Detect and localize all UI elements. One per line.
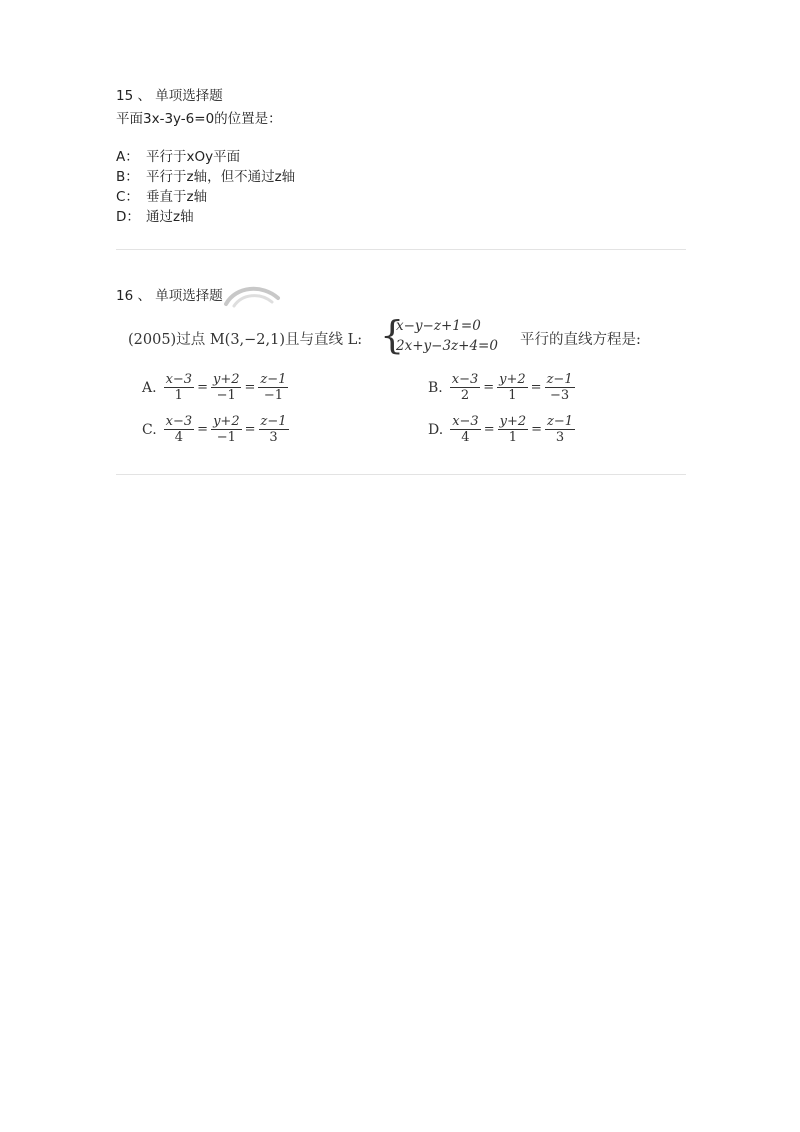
divider: [116, 249, 686, 250]
fraction: $\frac{z-1}{3}$: [547, 414, 574, 445]
fraction: $\frac{z-1}{-3}$: [546, 372, 573, 403]
fraction: $\frac{z-1}{-1}$: [260, 372, 287, 403]
question-16-header: 16 、 单项选择题: [116, 288, 223, 304]
divider: [116, 474, 686, 475]
question-16-formula-image: [128, 313, 668, 456]
swirl-decoration-icon: [222, 284, 282, 310]
option-letter: D：: [116, 209, 140, 225]
option-label: B.: [428, 379, 443, 396]
system-equation-2: 2x+y−3z+4=0: [396, 338, 498, 354]
option-letter: C：: [116, 189, 139, 205]
question-16: [116, 286, 686, 306]
fraction: $\frac{x-3}{4}$: [165, 414, 193, 445]
question-16-stem-prefix: (2005)过点 M(3,−2,1)且与直线 L:: [128, 332, 363, 348]
question-16-stem-suffix: 平行的直线方程是:: [520, 332, 641, 348]
option-a[interactable]: [116, 147, 686, 167]
question-15-options: [116, 147, 686, 227]
brace-symbol: {: [380, 313, 405, 357]
option-text: 通过z轴: [146, 209, 194, 225]
fraction: $\frac{y+2}{1}$: [499, 414, 527, 445]
fraction: $\frac{y+2}{-1}$: [212, 372, 240, 403]
option-label: D.: [428, 421, 444, 438]
formula-option-a[interactable]: A. $\frac{x-3}{1}$ = $\frac{y+2}{-1}$ = $\frac{z-1}{-1}$: [142, 372, 287, 403]
option-text: 平行于xOy平面: [146, 149, 241, 165]
option-letter: B：: [116, 169, 139, 185]
fraction: $\frac{x-3}{4}$: [452, 414, 479, 445]
fraction: $\frac{y+2}{1}$: [499, 372, 526, 403]
question-15-stem: 平面3x-3y-6=0的位置是：: [116, 111, 282, 127]
option-c[interactable]: [116, 187, 686, 207]
option-label: C.: [142, 421, 157, 438]
formula-option-b[interactable]: B. $\frac{x-3}{2}$ = $\frac{y+2}{1}$ = $\frac{z-1}{-3}$: [428, 372, 573, 403]
option-text: 平行于z轴，但不通过z轴: [146, 169, 296, 185]
fraction: $\frac{x-3}{2}$: [451, 372, 479, 403]
system-equation-1: x−y−z+1=0: [396, 318, 481, 334]
formula-option-c[interactable]: C. $\frac{x-3}{4}$ = $\frac{y+2}{-1}$ = $\frac{z-1}{3}$: [142, 414, 287, 445]
option-letter: A：: [116, 149, 139, 165]
fraction: $\frac{x-3}{1}$: [165, 372, 193, 403]
question-15-header: 15 、 单项选择题: [116, 88, 223, 104]
option-text: 垂直于z轴: [146, 189, 208, 205]
fraction: $\frac{z-1}{3}$: [260, 414, 287, 445]
option-d[interactable]: [116, 207, 686, 227]
question-15: [116, 86, 686, 227]
option-label: A.: [142, 379, 157, 396]
fraction: $\frac{y+2}{-1}$: [213, 414, 240, 445]
option-b[interactable]: [116, 167, 686, 187]
formula-option-d[interactable]: D. $\frac{x-3}{4}$ = $\frac{y+2}{1}$ = $\frac{z-1}{3}$: [428, 414, 574, 445]
